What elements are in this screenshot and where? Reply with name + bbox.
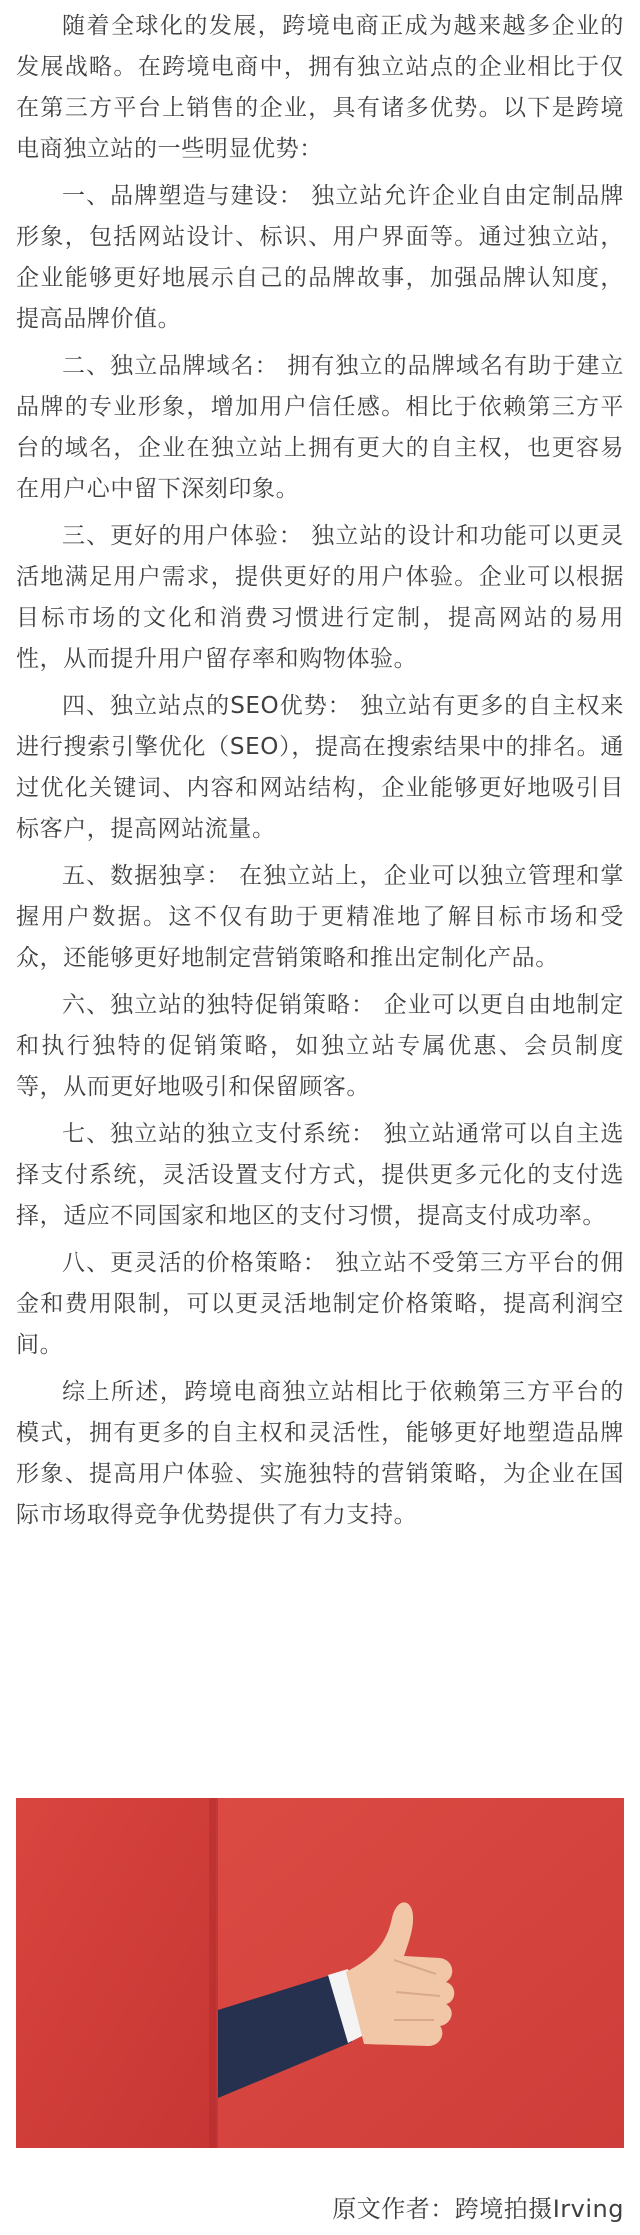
advantage-paragraph-4: 四、独立站点的SEO优势： 独立站有更多的自主权来进行搜索引擎优化（SEO），提高在搜索结果中的排名。通过优化关键词、内容和网站结构，企业能够更好地吸引目标客户，提高网站流量。 (16, 693, 624, 842)
wall-corner-shadow (209, 1798, 218, 2148)
author-credit: 原文作者：跨境拍摄Irving (332, 2195, 624, 2223)
advantage-paragraph-2: 二、独立品牌域名： 拥有独立的品牌域名有助于建立品牌的专业形象，增加用户信任感。相比于依赖第三方平台的域名，企业在独立站上拥有更大的自主权，也更容易在用户心中留下深刻印象。 (16, 353, 624, 502)
thumbs-up-illustration (16, 1798, 624, 2148)
article-body (16, 0, 624, 1536)
wall-left-panel (16, 1798, 216, 2148)
advantage-paragraph-3: 三、更好的用户体验： 独立站的设计和功能可以更灵活地满足用户需求，提供更好的用户体验。企业可以根据目标市场的文化和消费习惯进行定制，提高网站的易用性，从而提升用户留存率和购物体验。 (16, 523, 624, 672)
summary-paragraph: 综上所述，跨境电商独立站相比于依赖第三方平台的模式，拥有更多的自主权和灵活性，能够更好地塑造品牌形象、提高用户体验、实施独特的营销策略，为企业在国际市场取得竞争优势提供了有力支持。 (16, 1379, 624, 1528)
advantage-paragraph-6: 六、独立站的独特促销策略： 企业可以更自由地制定和执行独特的促销策略，如独立站专属优惠、会员制度等，从而更好地吸引和保留顾客。 (16, 992, 624, 1100)
intro-paragraph: 随着全球化的发展，跨境电商正成为越来越多企业的发展战略。在跨境电商中，拥有独立站点的企业相比于仅在第三方平台上销售的企业，具有诸多优势。以下是跨境电商独立站的一些明显优势： (16, 13, 624, 162)
thumbs-up-image (16, 1798, 624, 2148)
advantage-paragraph-7: 七、独立站的独立支付系统： 独立站通常可以自主选择支付系统，灵活设置支付方式，提供更多元化的支付选择，适应不同国家和地区的支付习惯，提高支付成功率。 (16, 1121, 624, 1229)
advantage-paragraph-1: 一、品牌塑造与建设： 独立站允许企业自由定制品牌形象，包括网站设计、标识、用户界面等。通过独立站，企业能够更好地展示自己的品牌故事，加强品牌认知度，提高品牌价值。 (16, 183, 624, 332)
advantage-paragraph-8: 八、更灵活的价格策略： 独立站不受第三方平台的佣金和费用限制，可以更灵活地制定价格策略，提高利润空间。 (16, 1250, 624, 1358)
advantage-paragraph-5: 五、数据独享： 在独立站上，企业可以独立管理和掌握用户数据。这不仅有助于更精准地了解目标市场和受众，还能够更好地制定营销策略和推出定制化产品。 (16, 863, 624, 971)
